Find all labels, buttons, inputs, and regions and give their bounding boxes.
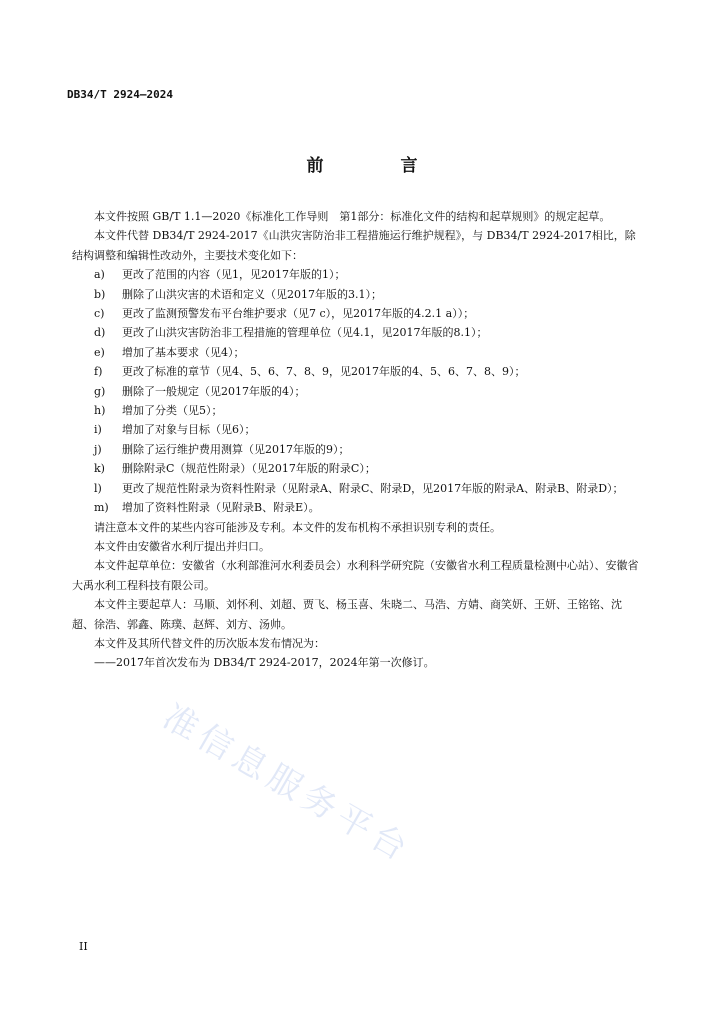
paragraph: 本文件及其所代替文件的历次版本发布情况为： (94, 636, 325, 650)
list-text: 增加了对象与目标（见6）； (122, 423, 256, 437)
standard-code: DB34/T 2924—2024 (67, 88, 173, 101)
list-label: l) (94, 481, 102, 495)
paragraph: 本文件主要起草人：马顺、刘怀利、刘超、贾飞、杨玉喜、朱晓二、马浩、方婧、商笑妍、王妍、王铭铭、沈超、徐浩、郭鑫、陈璞、赵辉、刘方、汤帅。 (72, 598, 622, 631)
watermark: 准信息服务平台 (156, 696, 419, 872)
list-text: 删除了山洪灾害的术语和定义（见2017年版的3.1）； (122, 287, 382, 301)
paragraph: 本文件代替 DB34/T 2924-2017《山洪灾害防治非工程措施运行维护规程》，与 DB34/T 2924-2017相比，除结构调整和编辑性改动外，主要技术变化如下： (72, 229, 636, 262)
list-item (72, 401, 642, 420)
list-item (72, 479, 642, 498)
paragraph: 本文件由安徽省水利厅提出并归口。 (94, 539, 270, 553)
list-text: 删除附录C（规范性附录）（见2017年版的附录C）； (122, 462, 376, 476)
list-text: 增加了资料性附录（见附录B、附录E）。 (122, 501, 320, 515)
list-text: 增加了分类（见5）； (122, 404, 223, 418)
list-item (72, 498, 642, 517)
list-text: 删除了一般规定（见2017年版的4）； (122, 384, 306, 398)
page-number: II (79, 940, 88, 953)
list-item (72, 323, 642, 342)
list-text: 更改了规范性附录为资料性附录（见附录A、附录C、附录D，见2017年版的附录A、附录B、附录D）； (122, 481, 624, 495)
list-text: 增加了基本要求（见4）； (122, 345, 245, 359)
list-label: k) (94, 462, 105, 476)
page-title: 前 言 (306, 156, 448, 176)
list-item (72, 459, 642, 478)
list-label: m) (94, 501, 109, 515)
list-label: a) (94, 268, 105, 282)
list-item (72, 420, 642, 439)
list-item (72, 265, 642, 284)
list-label: f) (94, 365, 103, 379)
paragraph: 请注意本文件的某些内容可能涉及专利。本文件的发布机构不承担识别专利的责任。 (94, 520, 501, 534)
paragraph: 本文件按照 GB/T 1.1—2020《标准化工作导则 第1部分：标准化文件的结构和起草规则》的规定起草。 (94, 210, 611, 223)
list-label: i) (94, 423, 102, 437)
list-label: b) (94, 287, 106, 301)
history-line: ——2017年首次发布为 DB34/T 2924-2017，2024年第一次修订。 (94, 656, 435, 670)
document-body (72, 207, 642, 673)
list-item (72, 304, 642, 323)
paragraph: 本文件起草单位：安徽省（水利部淮河水利委员会）水利科学研究院（安徽省水利工程质量检测中心站）、安徽省大禹水利工程科技有限公司。 (72, 559, 639, 592)
list-item (72, 382, 642, 401)
list-text: 更改了山洪灾害防治非工程措施的管理单位（见4.1，见2017年版的8.1）； (122, 326, 488, 340)
list-item (72, 343, 642, 362)
list-text: 更改了监测预警发布平台维护要求（见7 c），见2017年版的4.2.1 a））； (122, 307, 475, 321)
list-text: 删除了运行维护费用测算（见2017年版的9）； (122, 442, 350, 456)
list-text: 更改了标准的章节（见4、5、6、7、8、9，见2017年版的4、5、6、7、8、9）； (122, 365, 526, 379)
list-label: e) (94, 345, 105, 359)
list-label: g) (94, 384, 106, 398)
list-label: d) (94, 326, 106, 340)
list-label: c) (94, 307, 105, 321)
list-item (72, 285, 642, 304)
list-item (72, 440, 642, 459)
list-label: h) (94, 404, 106, 418)
list-label: j) (94, 442, 102, 456)
list-item (72, 362, 642, 381)
list-text: 更改了范围的内容（见1，见2017年版的1）； (122, 268, 346, 282)
